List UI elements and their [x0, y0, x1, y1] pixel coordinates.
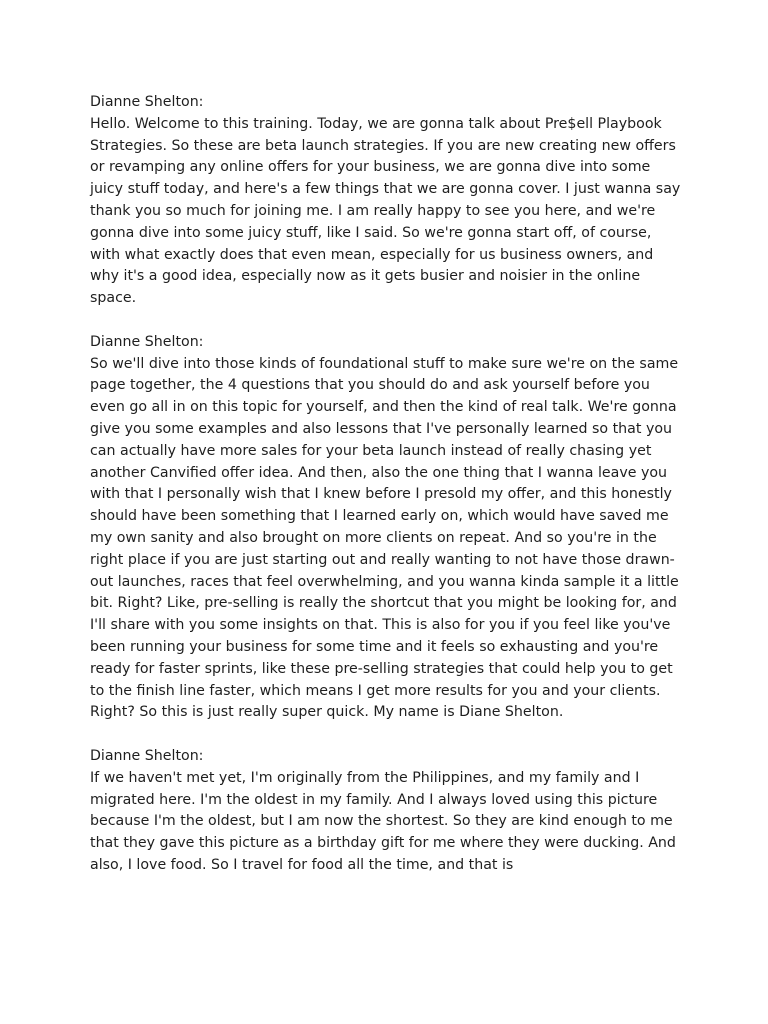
transcript-paragraph: So we'll dive into those kinds of foundational stuff to make sure we're on the same page together, the 4 questions that you should do and ask yourself before you even go all in on this topic for yourself, and then the kind of real talk. We're gonna give you some examples and also lessons that I've personally learned so that you can actually have more sales for your beta launch instead of really chasing yet another Canvified offer idea. And then, also the one thing that I wanna leave you with that I personally wish that I knew before I presold my offer, and this honestly should have been something that I learned early on, which would have saved me my own sanity and also brought on more clients on repeat. And so you're in the right place if you are just starting out and really wanting to not have those drawn-out launches, races that feel overwhelming, and you wanna kinda sample it a little bit. Right? Like, pre-selling is really the shortcut that you might be looking for, and I'll share with you some insights on that. This is also for you if you feel like you've been running your business for some time and it feels so exhausting and you're ready for faster sprints, like these pre-selling strategies that could help you to get to the finish line faster, which means I get more results for you and your clients. Right? So this is just really super quick. My name is Diane Shelton.: [90, 355, 679, 721]
speaker-name: Dianne Shelton:: [90, 747, 204, 764]
transcript-paragraph: If we haven't met yet, I'm originally from the Philippines, and my family and I migrated here. I'm the oldest in my family. And I always loved using this picture because I'm the oldest, but I am now the shortest. So they are kind enough to me that they gave this picture as a birthday gift for me where they were ducking. And also, I love food. So I travel for food all the time, and that is: [90, 769, 676, 873]
transcript-block-3: [90, 746, 682, 877]
transcript-paragraph: Hello. Welcome to this training. Today, we are gonna talk about Pre$ell Playbook Strategies. So these are beta launch strategies. If you are new creating new offers or revamping any online offers for your business, we are gonna dive into some juicy stuff today, and here's a few things that we are gonna cover. I just wanna say thank you so much for joining me. I am really happy to see you here, and we're gonna dive into some juicy stuff, like I said. So we're gonna start off, of course, with what exactly does that even mean, especially for us business owners, and why it's a good idea, especially now as it gets busier and noisier in the online space.: [90, 115, 681, 307]
transcript-block-1: [90, 92, 682, 310]
transcript-page: [90, 92, 682, 898]
transcript-block-2: [90, 332, 682, 724]
speaker-name: Dianne Shelton:: [90, 333, 204, 350]
speaker-name: Dianne Shelton:: [90, 94, 204, 110]
